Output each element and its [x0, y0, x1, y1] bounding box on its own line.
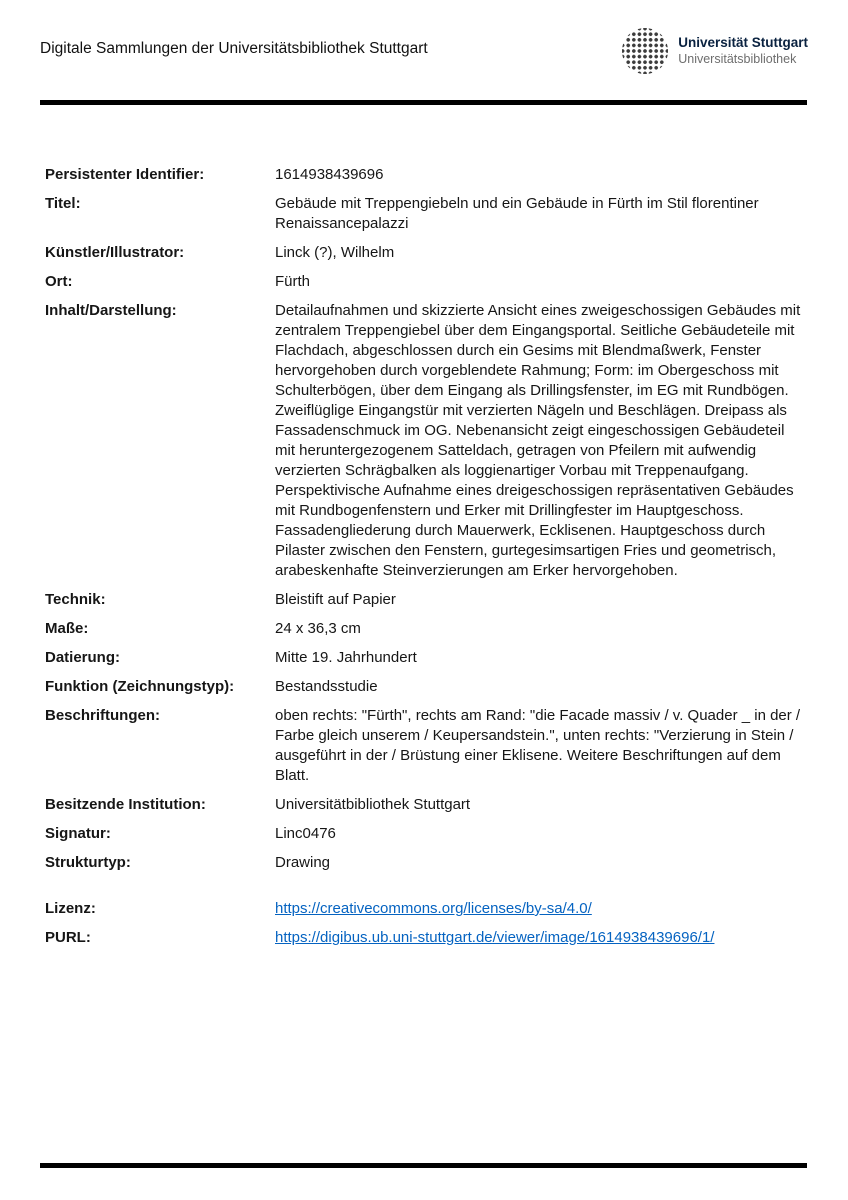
field-label: Funktion (Zeichnungstyp): — [45, 678, 235, 695]
metadata-row — [45, 853, 807, 873]
metadata-row — [45, 243, 807, 263]
field-value — [275, 899, 807, 919]
logo-sub-name: Universitätsbibliothek — [678, 51, 797, 66]
metadata-row — [45, 590, 807, 610]
field-label: Lizenz: — [45, 900, 96, 917]
field-value — [275, 928, 807, 948]
field-value: Mitte 19. Jahrhundert — [275, 649, 417, 666]
metadata-row — [45, 619, 807, 639]
field-value: Linc0476 — [275, 825, 336, 842]
logo-text — [678, 35, 808, 68]
field-label: Beschriftungen: — [45, 707, 161, 724]
field-label: Titel: — [45, 195, 81, 212]
field-label: Inhalt/Darstellung: — [45, 302, 177, 319]
field-value: Drawing — [275, 854, 331, 871]
field-value: Detailaufnahmen und skizzierte Ansicht eines zweigeschossigen Gebäudes mit zentralem Treppengiebel über dem Eingangsportal. Seitliche Gebäudeteile mit Flachdach, abgeschlossen durch ein Gesims mit Blendmaßwerk, Fenster hervorgehoben durch vorgeblendete Rahmung; Form: im Obergeschoss mit Schulterbögen, über dem Eingang als Drillingsfenster, im EG mit Rundbögen. Zweiflüglige Eingangstür mit verzierten Nägeln und Beschlägen. Dreipass als Fassadenschmuck im OG. Nebenansicht zeigt eingeschossigen Gebäudeteil mit heruntergezogenem Satteldach, getragen von Pfeilern mit aufwendig verzierten Schrägbalken als loggienartiger Vorbau mit Treppenaufgang. Perspektivische Aufnahme eines dreigeschossigen repräsentativen Gebäudes mit Rundbogenfenstern und Erker mit Drillingfester im Hauptgeschoss. Fassadengliederung durch Mauerwerk, Ecklisenen. Hauptgeschoss durch Pilaster zwischen den Fenstern, gurtegesimsartigen Fries und geometrisch, arabeskenhafte Steinverzierungen am Erker hervorgehoben. — [275, 302, 801, 579]
page-header — [0, 0, 848, 74]
field-label: Besitzende Institution: — [45, 796, 206, 813]
purl-link[interactable]: https://digibus.ub.uni-stuttgart.de/viewer/image/1614938439696/1/ — [275, 929, 715, 946]
field-label: PURL: — [45, 929, 91, 946]
metadata-row — [45, 272, 807, 292]
field-value: Linck (?), Wilhelm — [275, 244, 395, 261]
license-link[interactable]: https://creativecommons.org/licenses/by-sa/4.0/ — [275, 900, 592, 917]
metadata-row — [45, 194, 807, 234]
metadata-list — [0, 105, 848, 957]
field-value: Bleistift auf Papier — [275, 591, 396, 608]
field-label: Datierung: — [45, 649, 120, 666]
metadata-row — [45, 706, 807, 786]
uni-stuttgart-dot-circle-icon — [622, 28, 668, 74]
field-label: Technik: — [45, 591, 106, 608]
field-value: Universitätbibliothek Stuttgart — [275, 796, 471, 813]
metadata-row — [45, 165, 807, 185]
metadata-row — [45, 301, 807, 581]
field-value: oben rechts: "Fürth", rechts am Rand: "die Facade massiv / v. Quader _ in der / Farbe gleich unserem / Keupersandstein.", unten rechts: "Verzierung in Stein / ausgeführt in der / Brüstung einer Eklisene. Weitere Beschriftungen auf dem Blatt. — [275, 707, 801, 784]
field-label: Strukturtyp: — [45, 854, 131, 871]
site-title: Digitale Sammlungen der Universitätsbibliothek Stuttgart — [40, 40, 428, 57]
metadata-row — [45, 899, 807, 919]
field-value: Fürth — [275, 273, 311, 290]
metadata-row — [45, 824, 807, 844]
metadata-row — [45, 928, 807, 948]
metadata-row — [45, 648, 807, 668]
metadata-row — [45, 795, 807, 815]
field-value: Bestandsstudie — [275, 678, 378, 695]
field-label: Künstler/Illustrator: — [45, 244, 185, 261]
bottom-divider — [40, 1163, 807, 1168]
field-label: Ort: — [45, 273, 73, 290]
field-value: 1614938439696 — [275, 166, 384, 183]
field-label: Persistenter Identifier: — [45, 166, 205, 183]
metadata-row — [45, 677, 807, 697]
field-value: 24 x 36,3 cm — [275, 620, 361, 637]
field-label: Maße: — [45, 620, 89, 637]
field-label: Signatur: — [45, 825, 111, 842]
field-value: Gebäude mit Treppengiebeln und ein Gebäude in Fürth im Stil florentiner Renaissancepalazzi — [275, 195, 759, 232]
logo-org-name: Universität Stuttgart — [678, 34, 808, 50]
university-logo — [622, 28, 808, 74]
